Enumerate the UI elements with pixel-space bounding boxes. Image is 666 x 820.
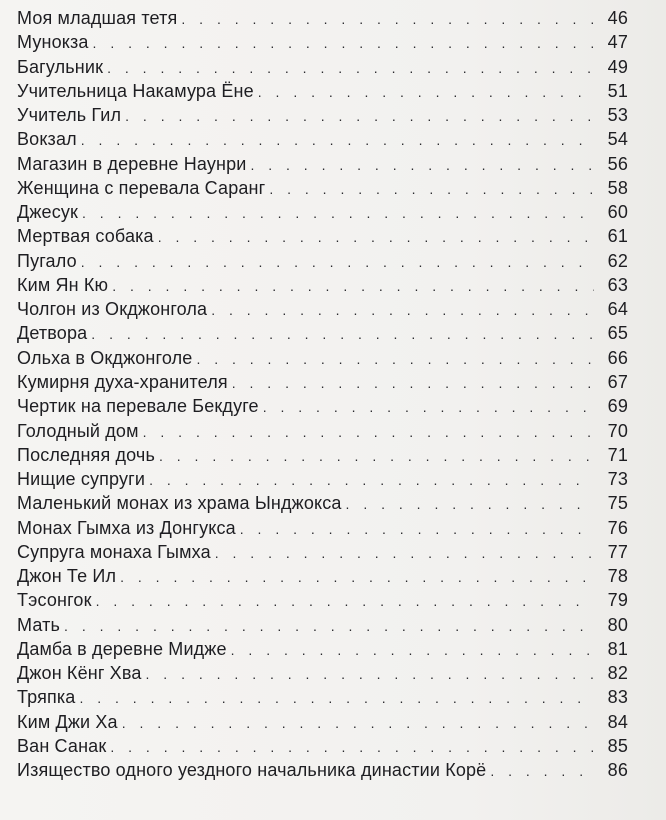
toc-entry	[17, 224, 628, 248]
dot-leader	[112, 274, 594, 298]
dot-leader	[120, 565, 594, 589]
entry-page-number: 64	[607, 299, 628, 320]
entry-page-number: 80	[607, 614, 628, 635]
entry-page-number: 79	[607, 590, 628, 611]
entry-page-number: 81	[607, 638, 628, 659]
entry-page-number: 73	[607, 469, 628, 490]
entry-title: Чертик на перевале Бекдуге	[17, 396, 259, 417]
dot-leader	[93, 31, 594, 55]
dot-leader	[81, 250, 594, 274]
dot-leader	[263, 395, 594, 419]
entry-page-number: 82	[607, 663, 628, 684]
entry-page-number: 69	[607, 396, 628, 417]
dot-leader	[346, 492, 594, 516]
toc-entry	[17, 273, 628, 297]
entry-title: Монах Гымха из Донгукса	[17, 517, 236, 538]
dot-leader	[146, 662, 594, 686]
table-of-contents	[17, 6, 628, 783]
toc-entry	[17, 79, 628, 103]
dot-leader	[231, 638, 594, 662]
toc-entry	[17, 297, 628, 321]
entry-page-number: 51	[607, 80, 628, 101]
dot-leader	[82, 201, 594, 225]
dot-leader	[232, 371, 594, 395]
entry-page-number: 86	[607, 760, 628, 781]
entry-title: Детвора	[17, 323, 88, 344]
entry-title: Мать	[17, 614, 61, 635]
entry-title: Нищие супруги	[17, 469, 146, 490]
entry-page-number: 61	[607, 226, 628, 247]
dot-leader	[240, 517, 594, 541]
dot-leader	[143, 420, 594, 444]
dot-leader	[490, 759, 594, 783]
dot-leader	[159, 444, 594, 468]
entry-title: Ольха в Окджонголе	[17, 347, 193, 368]
toc-entry	[17, 467, 628, 491]
entry-page-number: 53	[607, 105, 628, 126]
entry-title: Последняя дочь	[17, 444, 155, 465]
dot-leader	[81, 128, 594, 152]
entry-title: Джон Кёнг Хва	[17, 663, 142, 684]
dot-leader	[122, 711, 594, 735]
entry-page-number: 66	[607, 347, 628, 368]
toc-entry	[17, 394, 628, 418]
entry-title: Дамба в деревне Мидже	[17, 638, 227, 659]
dot-leader	[158, 225, 594, 249]
toc-entry	[17, 55, 628, 79]
entry-title: Супруга монаха Гымха	[17, 541, 211, 562]
entry-page-number: 71	[607, 444, 628, 465]
entry-title: Женщина с перевала Саранг	[17, 177, 266, 198]
dot-leader	[107, 56, 594, 80]
entry-page-number: 46	[607, 8, 628, 28]
entry-page-number: 54	[607, 129, 628, 150]
toc-entry	[17, 30, 628, 54]
entry-title: Голодный дом	[17, 420, 139, 441]
toc-entry	[17, 346, 628, 370]
entry-page-number: 67	[607, 371, 628, 392]
toc-entry	[17, 637, 628, 661]
toc-entry	[17, 419, 628, 443]
dot-leader	[258, 80, 594, 104]
toc-entry	[17, 370, 628, 394]
entry-page-number: 47	[607, 32, 628, 53]
entry-page-number: 77	[607, 541, 628, 562]
entry-page-number: 56	[607, 153, 628, 174]
entry-page-number: 78	[607, 566, 628, 587]
entry-page-number: 75	[607, 493, 628, 514]
toc-entry	[17, 200, 628, 224]
entry-page-number: 85	[607, 735, 628, 756]
entry-title: Кумирня духа-хранителя	[17, 371, 228, 392]
toc-entry	[17, 734, 628, 758]
entry-title: Моя младшая тетя	[17, 8, 178, 28]
entry-page-number: 49	[607, 56, 628, 77]
dot-leader	[125, 104, 594, 128]
entry-page-number: 60	[607, 202, 628, 223]
entry-title: Маленький монах из храма Ынджокса	[17, 493, 342, 514]
dot-leader	[269, 177, 594, 201]
toc-entry	[17, 321, 628, 345]
toc-entry	[17, 152, 628, 176]
entry-title: Мунокза	[17, 32, 89, 53]
toc-entry	[17, 6, 628, 30]
toc-entry	[17, 758, 628, 782]
dot-leader	[91, 322, 594, 346]
toc-entry	[17, 710, 628, 734]
entry-title: Магазин в деревне Наунри	[17, 153, 247, 174]
dot-leader	[149, 468, 594, 492]
entry-title: Багульник	[17, 56, 104, 77]
entry-title: Тряпка	[17, 687, 76, 708]
dot-leader	[250, 153, 594, 177]
entry-title: Пугало	[17, 250, 77, 271]
dot-leader	[215, 541, 594, 565]
entry-page-number: 63	[607, 274, 628, 295]
toc-entry	[17, 491, 628, 515]
entry-page-number: 58	[607, 177, 628, 198]
toc-entry	[17, 685, 628, 709]
entry-title: Учительница Накамура Ёне	[17, 80, 254, 101]
entry-title: Джон Те Ил	[17, 566, 117, 587]
dot-leader	[64, 614, 594, 638]
entry-title: Чолгон из Окджонгола	[17, 299, 208, 320]
toc-entry	[17, 127, 628, 151]
dot-leader	[96, 589, 594, 613]
toc-entry	[17, 103, 628, 127]
entry-title: Вокзал	[17, 129, 77, 150]
dot-leader	[79, 686, 594, 710]
toc-entry	[17, 564, 628, 588]
entry-title: Тэсонгок	[17, 590, 92, 611]
entry-title: Джесук	[17, 202, 79, 223]
dot-leader	[211, 298, 594, 322]
toc-entry	[17, 540, 628, 564]
entry-title: Мертвая собака	[17, 226, 154, 247]
entry-title: Учитель Гил	[17, 105, 122, 126]
entry-title: Ким Джи Ха	[17, 711, 118, 732]
toc-entry	[17, 588, 628, 612]
toc-entry	[17, 249, 628, 273]
dot-leader	[196, 347, 594, 371]
toc-entry	[17, 661, 628, 685]
toc-entry	[17, 516, 628, 540]
dot-leader	[110, 735, 594, 759]
dot-leader	[181, 7, 594, 31]
entry-page-number: 76	[607, 517, 628, 538]
toc-entry	[17, 176, 628, 200]
entry-page-number: 62	[607, 250, 628, 271]
entry-title: Ван Санак	[17, 735, 107, 756]
entry-page-number: 83	[607, 687, 628, 708]
entry-page-number: 70	[607, 420, 628, 441]
entry-page-number: 84	[607, 711, 628, 732]
entry-title: Ким Ян Кю	[17, 274, 109, 295]
toc-entry	[17, 613, 628, 637]
entry-title: Изящество одного уездного начальника династии Корё	[17, 760, 487, 781]
entry-page-number: 65	[607, 323, 628, 344]
toc-entry	[17, 443, 628, 467]
